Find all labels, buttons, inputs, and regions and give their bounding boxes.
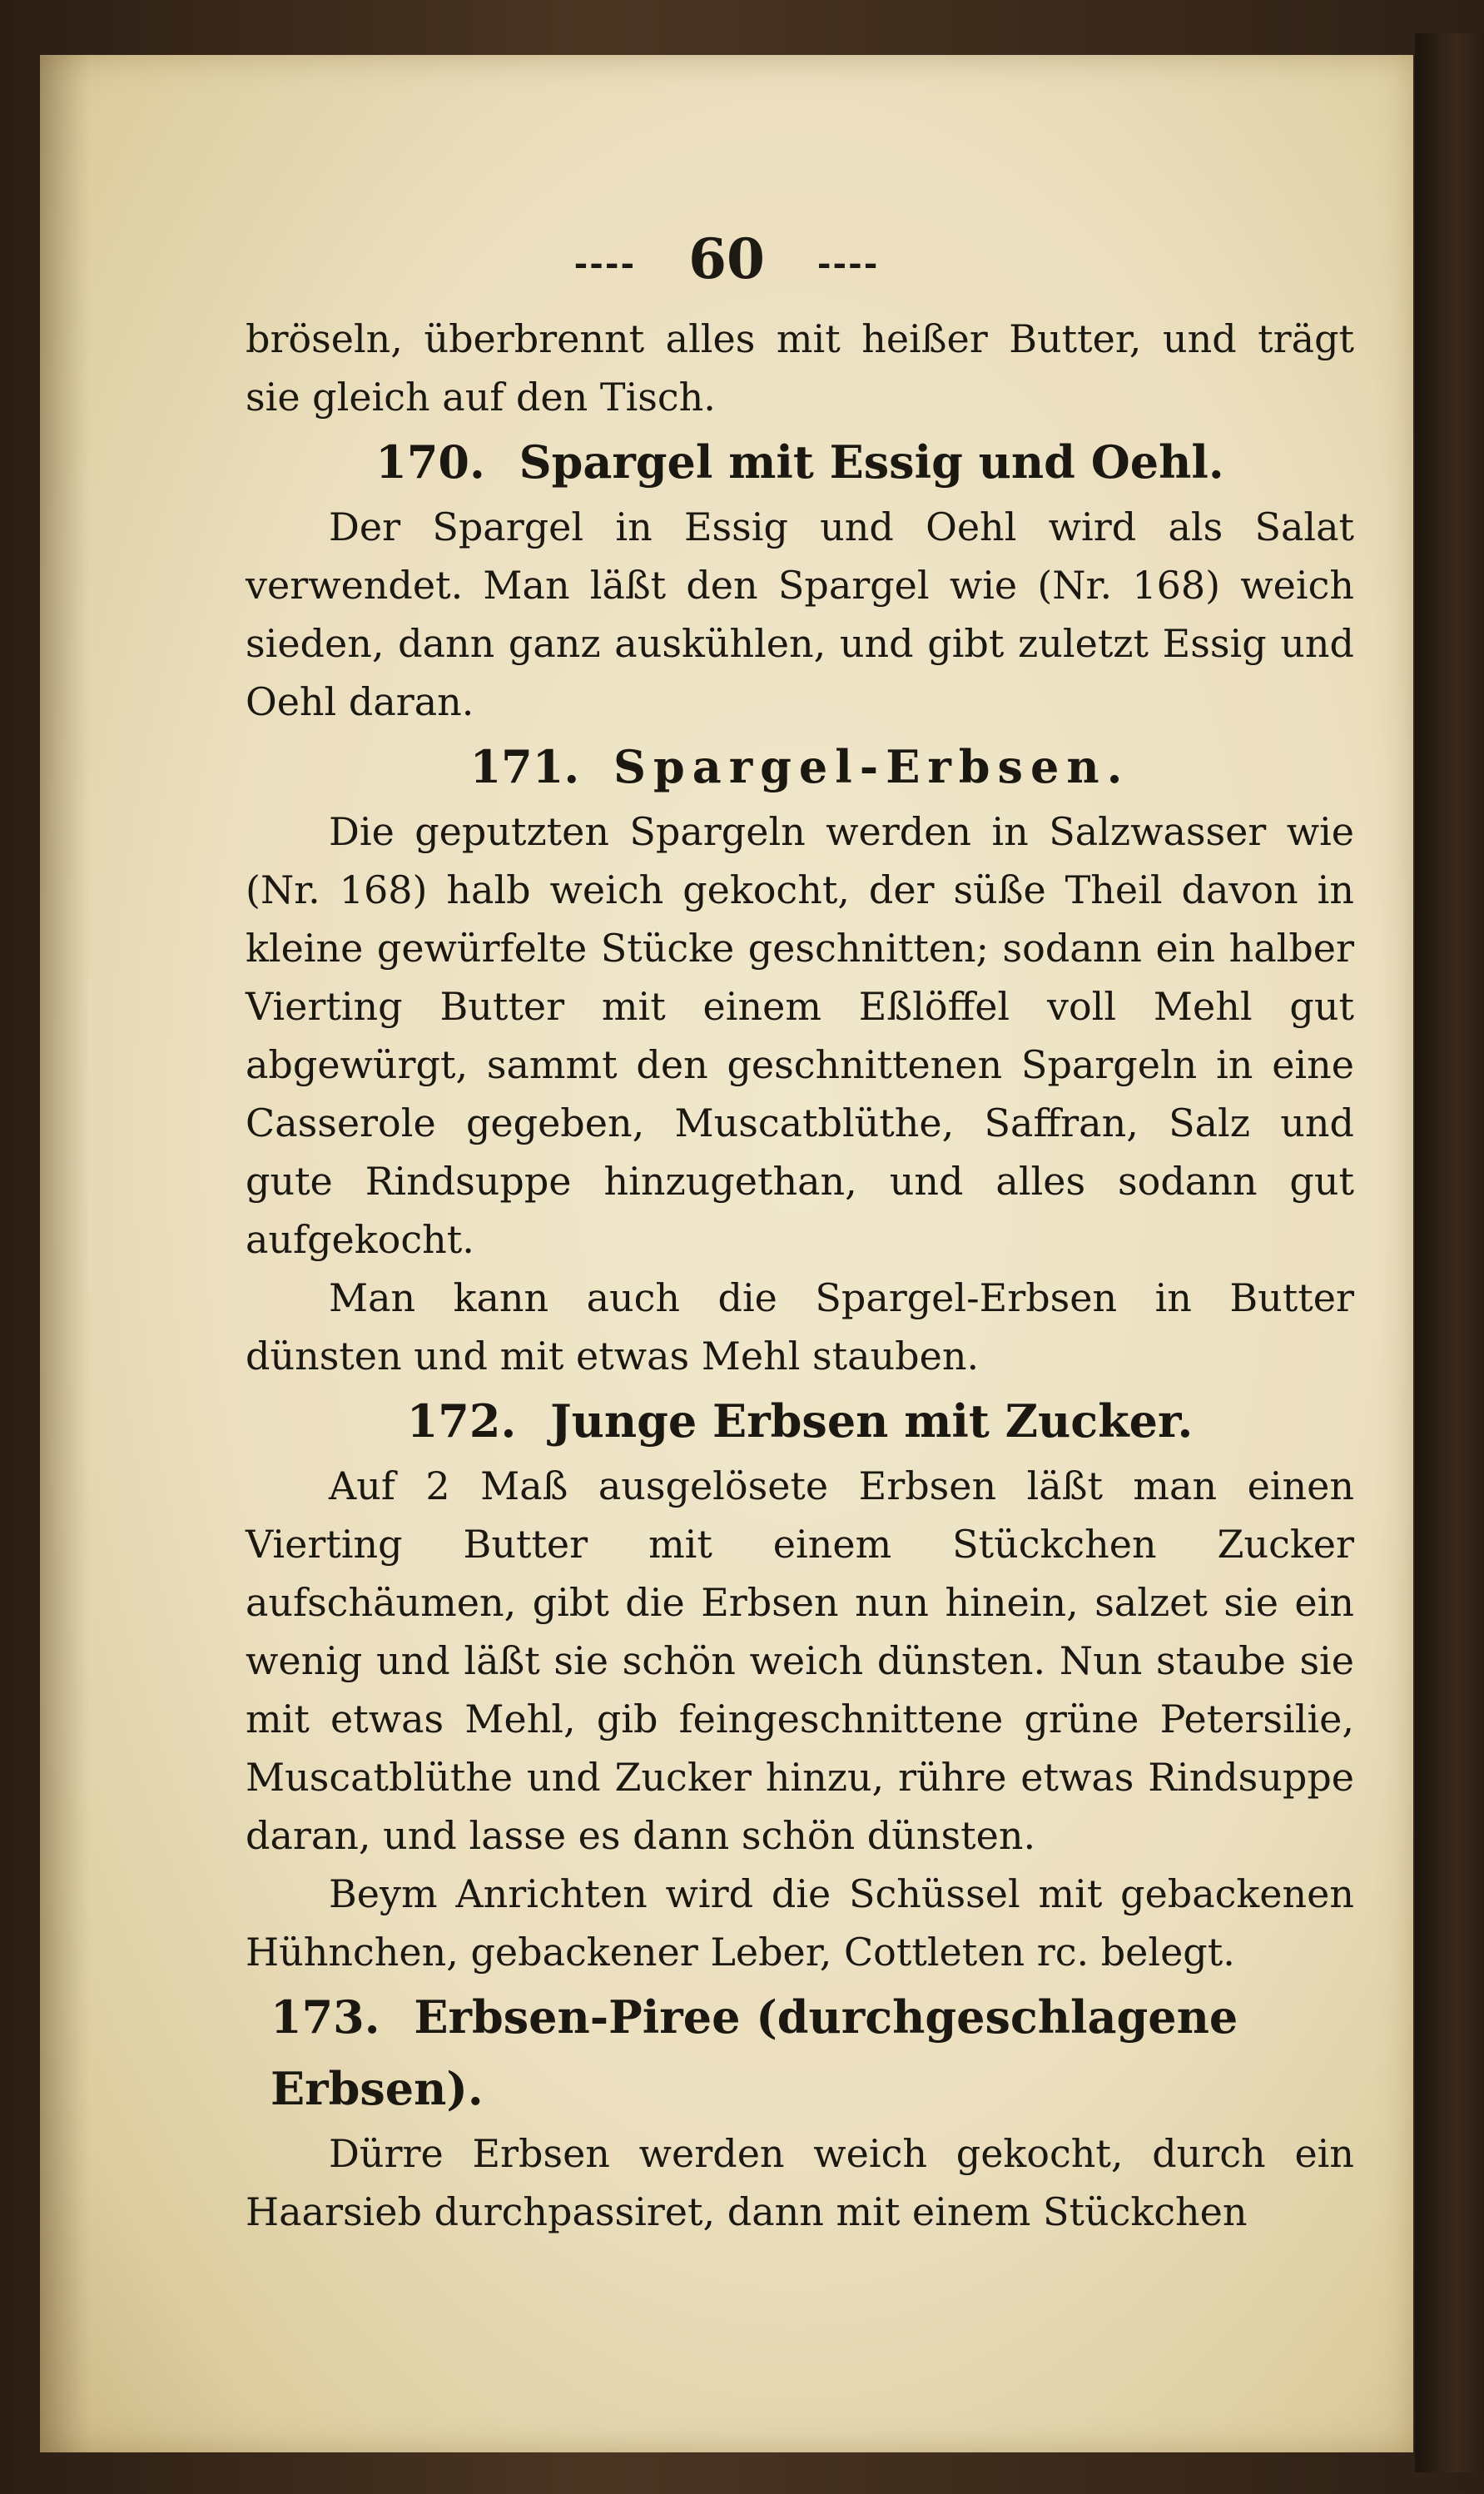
- recipe-heading-171: [246, 731, 1354, 802]
- page-header: [40, 221, 1413, 301]
- recipe-heading-172: [246, 1385, 1354, 1457]
- recipe-title: Spargel-Erbsen.: [613, 740, 1130, 793]
- recipe-paragraph: Der Spargel in Essig und Oehl wird als Salat verwendet. Man läßt den Spargel wie (Nr. 168) weich sieden, dann ganz auskühlen, und gibt zuletzt Essig und Oehl daran.: [246, 504, 1354, 724]
- page-body: [246, 310, 1354, 2241]
- continuation-text: bröseln, überbrennt alles mit heißer Butter, und trägt sie gleich auf den Tisch.: [246, 316, 1354, 420]
- recipe-number: 172.: [406, 1394, 517, 1448]
- recipe-number: 171.: [469, 740, 580, 793]
- recipe-title: Erbsen-Piree (durchgeschlagene Erbsen).: [270, 1990, 1238, 2115]
- recipe-paragraph: Man kann auch die Spargel-Erbsen in Butter dünsten und mit etwas Mehl stauben.: [246, 1275, 1354, 1379]
- recipe-paragraph: Auf 2 Maß ausgelösete Erbsen läßt man einen Vierting Butter mit einem Stückchen Zucker aufschäumen, gibt die Erbsen nun hinein, salzet sie ein wenig und läßt sie schön weich dünsten. Nun staube sie mit etwas Mehl, gib feingeschnittene grüne Petersilie, Muscatblüthe und Zucker hinzu, rühre etwas Rindsuppe daran, und lasse es dann schön dünsten.: [246, 1463, 1354, 1858]
- recipe-number: 173.: [270, 1990, 380, 2044]
- recipe-number: 170.: [375, 435, 485, 489]
- header-dash-right: ----: [816, 244, 880, 283]
- recipe-heading-173: [270, 1981, 1354, 2124]
- header-dash-left: ----: [573, 244, 637, 283]
- page-number: 60: [688, 226, 765, 291]
- recipe-paragraph: Die geputzten Spargeln werden in Salzwasser wie (Nr. 168) halb weich gekocht, der süße Theil davon in kleine gewürfelte Stücke geschnitten; sodann ein halber Vierting Butter mit einem Eßlöffel voll Mehl gut abgewürgt, sammt den geschnittenen Spargeln in eine Casserole gegeben, Muscatblüthe, Saffran, Salz und gute Rindsuppe hinzugethan, und alles sodann gut aufgekocht.: [246, 809, 1354, 1262]
- recipe-paragraph: Dürre Erbsen werden weich gekocht, durch ein Haarsieb durchpassiret, dann mit einem Stückchen: [246, 2131, 1354, 2234]
- recipe-title: Spargel mit Essig und Oehl.: [519, 435, 1224, 489]
- page-gutter-shadow: [40, 55, 90, 2452]
- recipe-paragraph: Beym Anrichten wird die Schüssel mit gebackenen Hühnchen, gebackener Leber, Cottleten rc. belegt.: [246, 1871, 1354, 1975]
- recipe-heading-170: [246, 426, 1354, 498]
- recipe-title: Junge Erbsen mit Zucker.: [550, 1394, 1194, 1448]
- adjacent-page-edge: [1415, 33, 1484, 2472]
